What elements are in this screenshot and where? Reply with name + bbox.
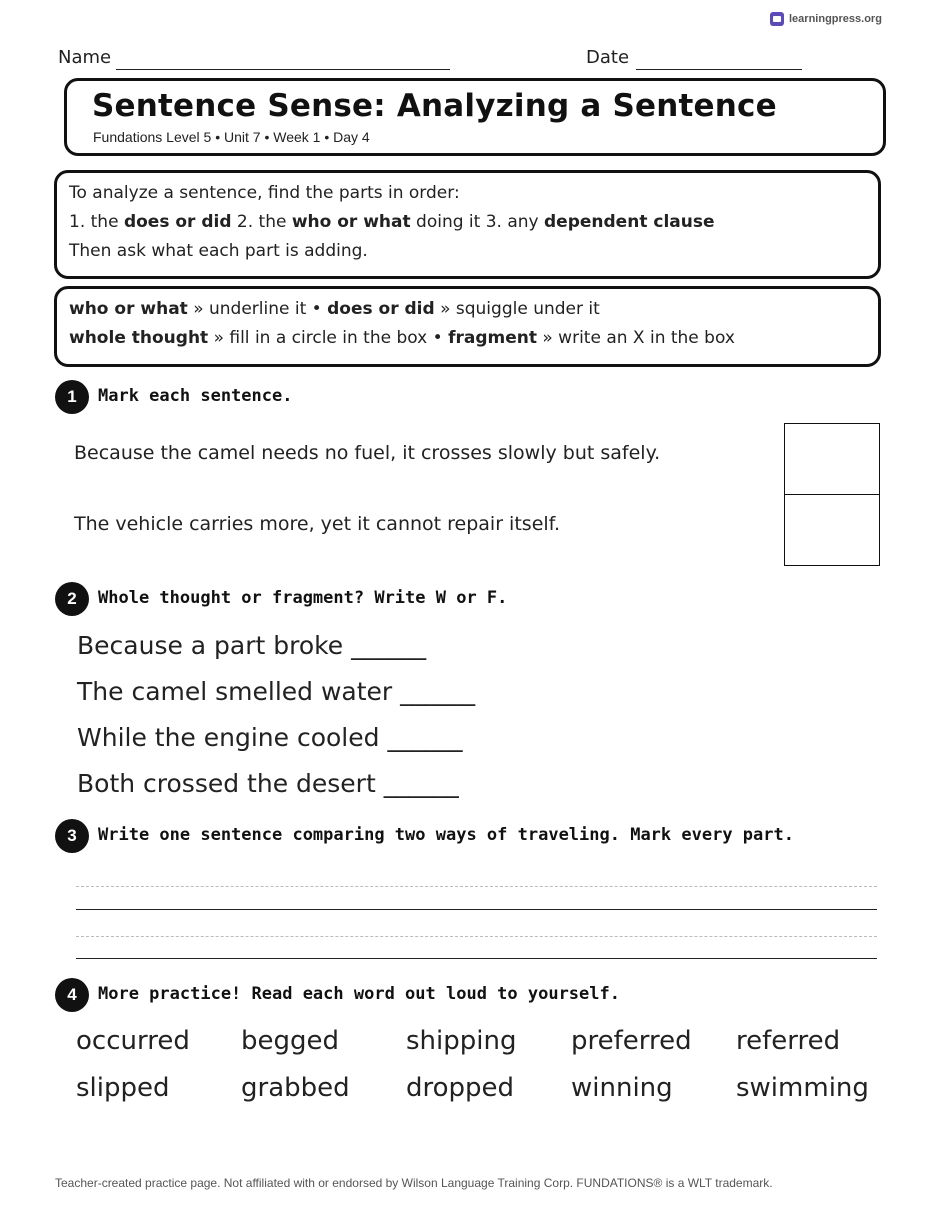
brand-logo bbox=[770, 12, 882, 26]
instr-term-does-or-did: does or did bbox=[123, 212, 232, 232]
writing-baseline-2[interactable] bbox=[76, 958, 877, 959]
instr-text: 1. the bbox=[69, 212, 124, 232]
brand-text: learningpress.org bbox=[789, 13, 882, 25]
section-1-title: Mark each sentence. bbox=[98, 386, 293, 406]
practice-word: swimming bbox=[736, 1073, 869, 1103]
section-2-number-badge: 2 bbox=[55, 582, 89, 616]
key-term-who-or-what: who or what bbox=[69, 299, 188, 319]
key-text: » underline it • bbox=[187, 299, 328, 319]
writing-guide-dashed-1 bbox=[76, 886, 877, 887]
section-4-title: More practice! Read each word out loud to yourself. bbox=[98, 984, 620, 1004]
section-3-number-badge: 3 bbox=[55, 819, 89, 853]
instr-term-who-or-what: who or what bbox=[291, 212, 411, 232]
key-term-whole-thought: whole thought bbox=[69, 328, 209, 348]
writing-baseline-1[interactable] bbox=[76, 909, 877, 910]
name-label: Name bbox=[58, 47, 112, 68]
page-subtitle: Fundations Level 5 • Unit 7 • Week 1 • Day 4 bbox=[93, 129, 370, 145]
key-text: » fill in a circle in the box • bbox=[208, 328, 449, 348]
marking-key-line-2 bbox=[69, 328, 735, 348]
key-text: » write an X in the box bbox=[536, 328, 735, 348]
practice-word: occurred bbox=[76, 1026, 190, 1056]
key-term-fragment: fragment bbox=[448, 328, 537, 348]
practice-word: preferred bbox=[571, 1026, 692, 1056]
sentence-2: The vehicle carries more, yet it cannot repair itself. bbox=[74, 513, 561, 535]
instr-text: doing it 3. any bbox=[410, 212, 545, 232]
instr-text: 2. the bbox=[231, 212, 292, 232]
sentence-2-answer-box[interactable] bbox=[784, 494, 880, 566]
book-icon bbox=[770, 12, 784, 26]
fragment-item-1[interactable]: Because a part broke ______ bbox=[77, 631, 427, 660]
date-line[interactable] bbox=[636, 49, 802, 70]
practice-word: referred bbox=[736, 1026, 841, 1056]
sentence-1-answer-box[interactable] bbox=[784, 423, 880, 495]
writing-guide-dashed-2 bbox=[76, 936, 877, 937]
fragment-item-2[interactable]: The camel smelled water ______ bbox=[77, 677, 476, 706]
key-term-does-or-did: does or did bbox=[327, 299, 435, 319]
practice-word: shipping bbox=[406, 1026, 517, 1056]
instr-term-dependent-clause: dependent clause bbox=[544, 212, 715, 232]
instructions-line-2 bbox=[69, 212, 715, 232]
sentence-1: Because the camel needs no fuel, it crosses slowly but safely. bbox=[74, 442, 661, 464]
section-1-number-badge: 1 bbox=[55, 380, 89, 414]
footer-disclaimer: Teacher-created practice page. Not affiliated with or endorsed by Wilson Language Training Corp. FUNDATIONS® is a WLT trademark. bbox=[55, 1176, 773, 1190]
practice-word: winning bbox=[571, 1073, 673, 1103]
date-label: Date bbox=[586, 47, 630, 68]
practice-word: grabbed bbox=[241, 1073, 350, 1103]
key-text: » squiggle under it bbox=[434, 299, 600, 319]
instructions-line-1: To analyze a sentence, find the parts in order: bbox=[69, 183, 460, 203]
fragment-item-3[interactable]: While the engine cooled ______ bbox=[77, 723, 463, 752]
page-title: Sentence Sense: Analyzing a Sentence bbox=[92, 88, 777, 124]
instructions-line-3: Then ask what each part is adding. bbox=[69, 241, 368, 261]
practice-word: slipped bbox=[76, 1073, 170, 1103]
marking-key-line-1 bbox=[69, 299, 600, 319]
practice-word: dropped bbox=[406, 1073, 515, 1103]
section-4-number-badge: 4 bbox=[55, 978, 89, 1012]
section-2-title: Whole thought or fragment? Write W or F. bbox=[98, 588, 508, 608]
name-line[interactable] bbox=[116, 49, 450, 70]
practice-word: begged bbox=[241, 1026, 340, 1056]
section-3-title: Write one sentence comparing two ways of traveling. Mark every part. bbox=[98, 825, 794, 845]
fragment-item-4[interactable]: Both crossed the desert ______ bbox=[77, 769, 459, 798]
